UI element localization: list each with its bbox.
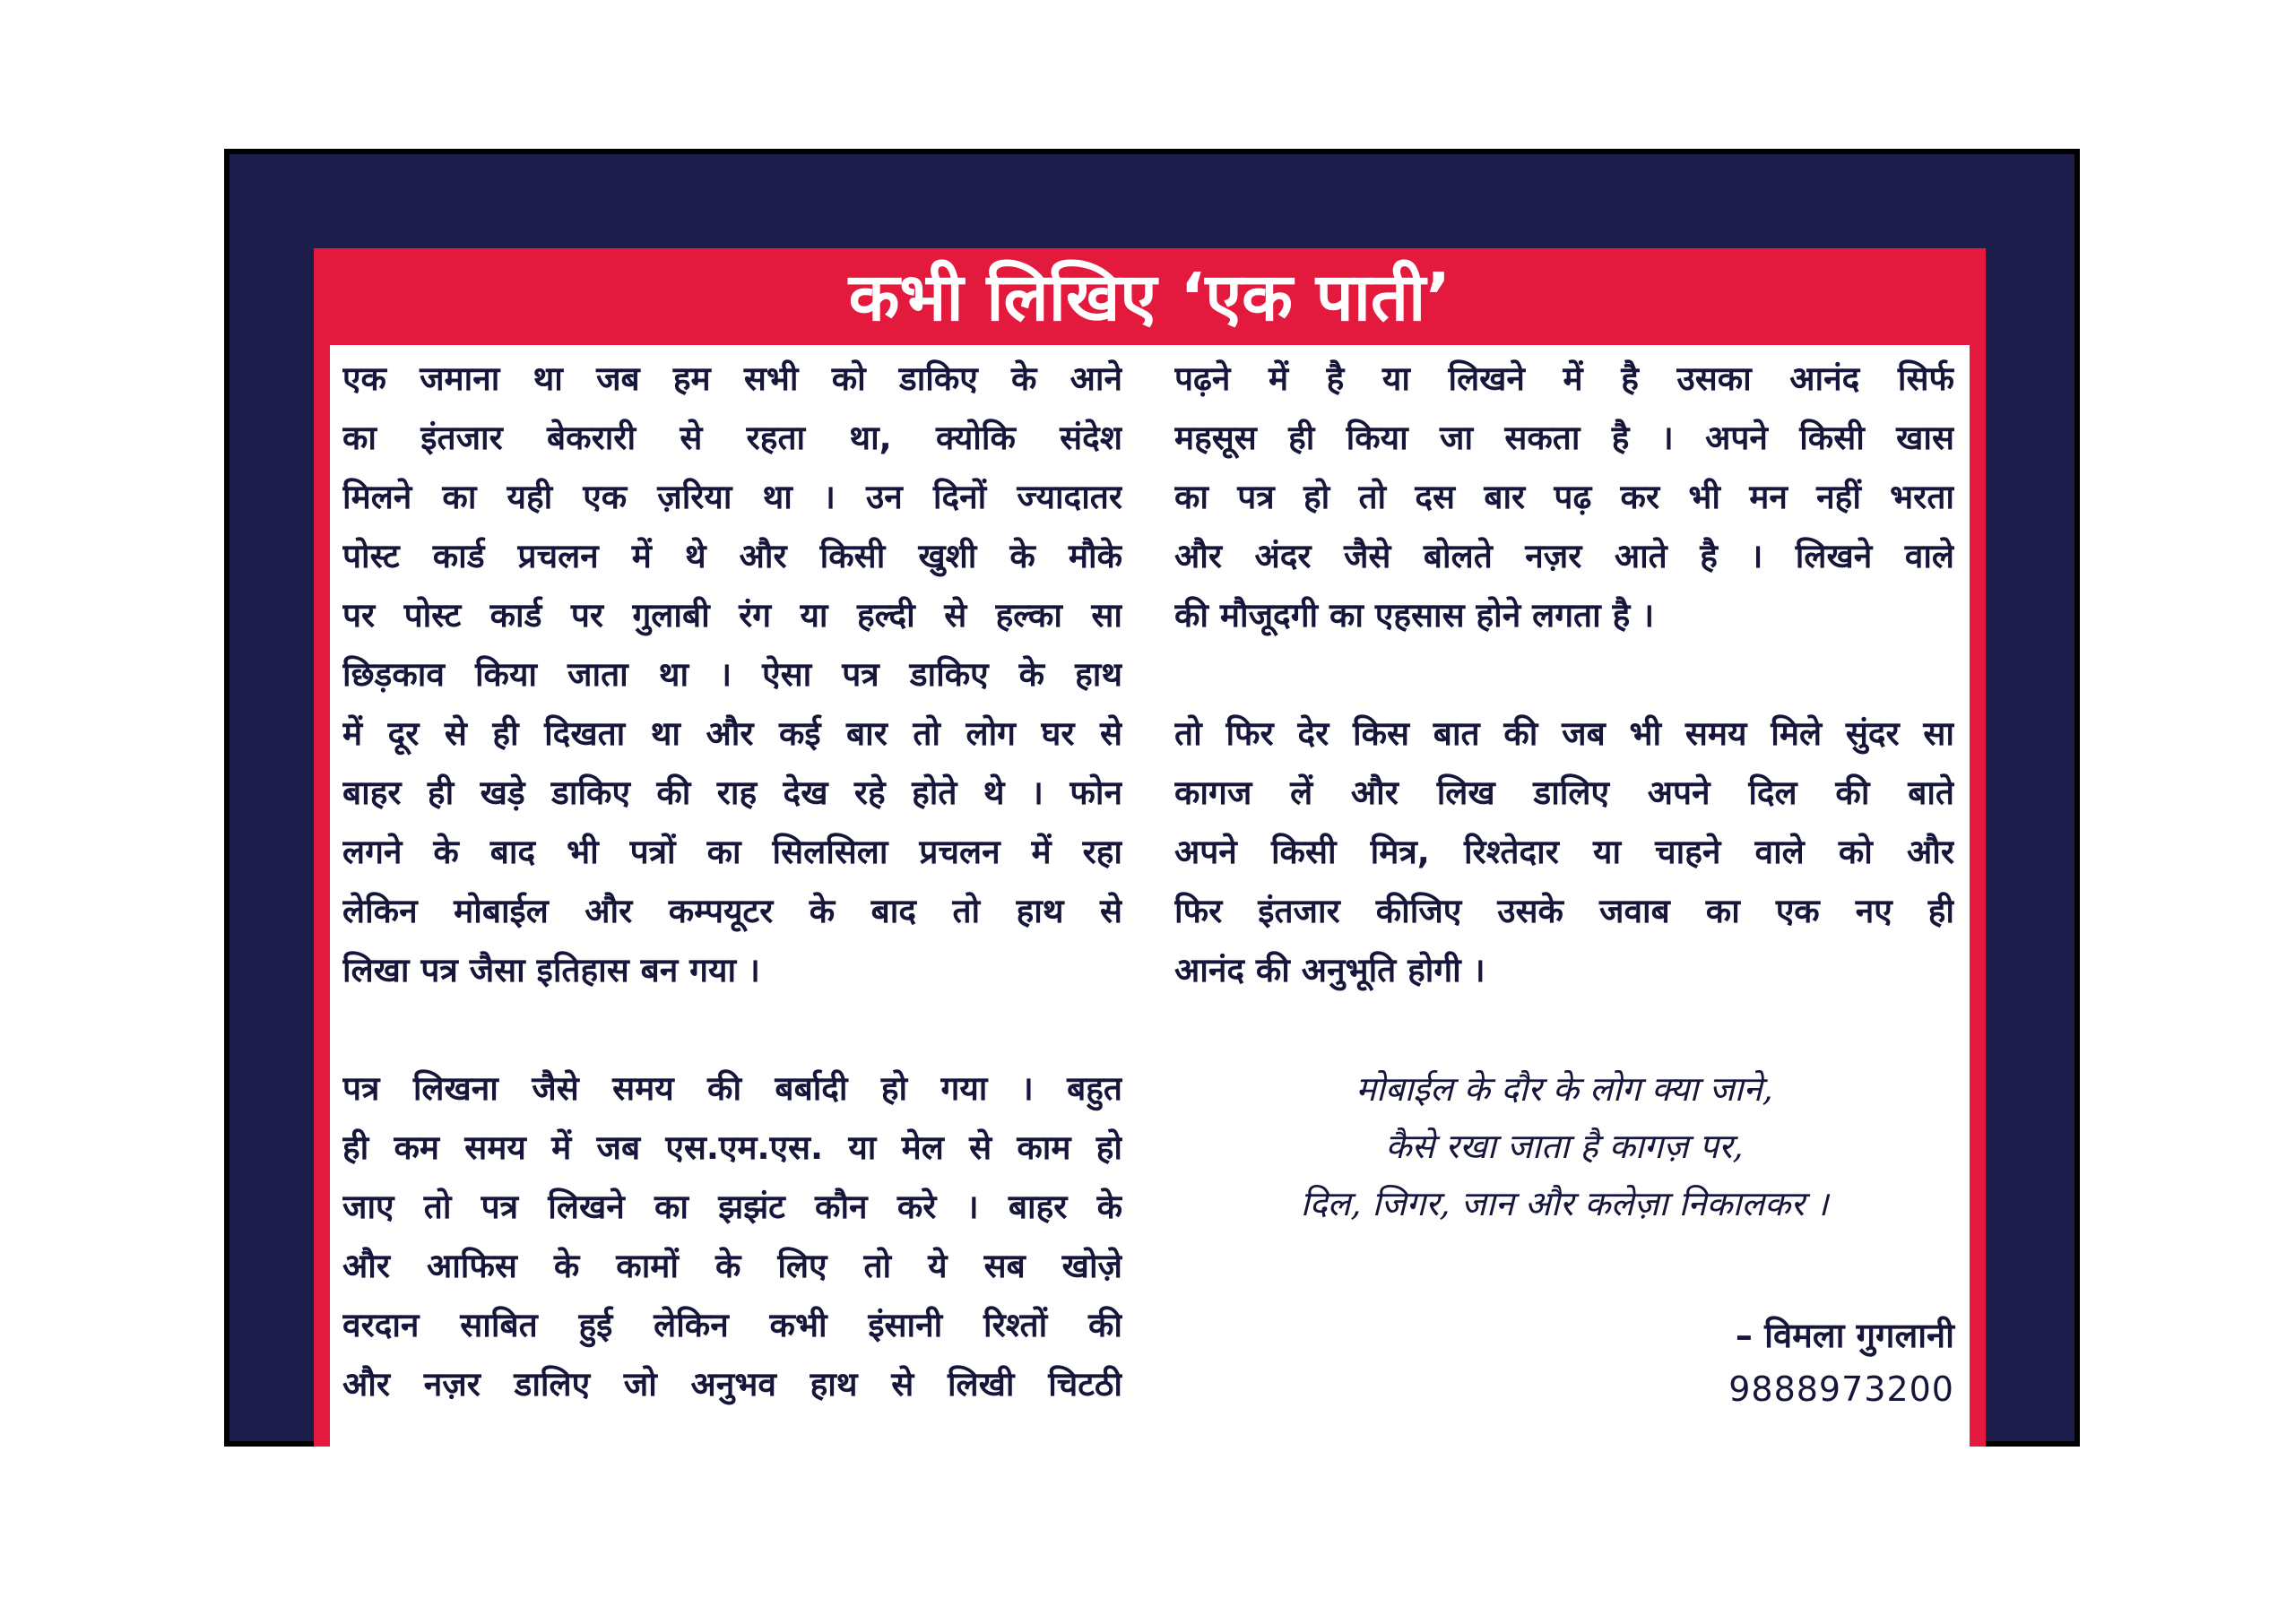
text-line: और अंदर जैसे बोलते नज़र आते है । लिखने वाले	[1174, 537, 1954, 575]
text-line: एक जमाना था जब हम सभी को डाकिए के आने	[342, 359, 1122, 398]
text-line: पर पोस्ट कार्ड पर गुलाबी रंग या हल्दी से हल्का सा	[342, 596, 1122, 635]
text-line: का इंतजार बेकरारी से रहता था, क्योकि संदेश	[342, 419, 1122, 457]
right-paragraph-1	[1174, 350, 1954, 645]
left-paragraph-2	[342, 1059, 1122, 1414]
paragraph-gap	[342, 1000, 1122, 1059]
text-line: अपने किसी मित्र, रिश्तेदार या चाहने वाले को और	[1174, 833, 1954, 871]
text-line: आनंद की अनुभूति होगी ।	[1174, 951, 1485, 989]
poem-line: दिल, जिगर, जान और कलेज़ा निकालकर ।	[1300, 1184, 1829, 1223]
text-line: तो फिर देर किस बात की जब भी समय मिले सुंदर सा	[1174, 714, 1954, 753]
text-line: वरदान साबित हुई लेकिन कभी इंसानी रिश्तों की	[342, 1306, 1122, 1344]
text-line: महसूस ही किया जा सकता है । अपने किसी खास	[1174, 419, 1954, 457]
text-line: और आफिस के कामों के लिए तो ये सब खोज़े	[342, 1247, 1122, 1285]
right-column	[1174, 350, 1954, 1000]
text-line: की मौजूदगी का एहसास होने लगता है ।	[1174, 596, 1655, 635]
text-line: कागज लें और लिख डालिए अपने दिल की बाते	[1174, 773, 1954, 812]
text-line: जाए तो पत्र लिखने का झझंट कौन करे । बाहर के	[342, 1188, 1122, 1226]
poem-line: कैसे रखा जाता है कागज़ पर,	[1385, 1127, 1744, 1166]
poem	[1174, 1060, 1954, 1232]
poem-line: मोबाईल के दौर के लोग क्या जाने,	[1355, 1069, 1773, 1109]
text-line: मिलने का यही एक ज़रिया था । उन दिनों ज्यादातर	[342, 478, 1122, 516]
text-line: और नज़र डालिए जो अनुभव हाथ से लिखी चिटठी	[342, 1365, 1122, 1404]
page-title: कभी लिखिए ‘एक पाती’	[848, 259, 1451, 336]
text-line: लगने के बाद भी पत्रों का सिलसिला प्रचलन में रहा	[342, 833, 1122, 871]
author-name: – विमला गुगलानी	[1735, 1316, 1954, 1355]
left-column	[342, 350, 1122, 1414]
text-line: पत्र लिखना जैसे समय की बर्बादी हो गया । बहुत	[342, 1069, 1122, 1108]
text-line: पोस्ट कार्ड प्रचलन में थे और किसी खुशी के मौके	[342, 537, 1122, 575]
text-line: छिड़काव किया जाता था । ऐसा पत्र डाकिए के हाथ	[342, 655, 1122, 694]
right-paragraph-2	[1174, 704, 1954, 1000]
text-line: लिखा पत्र जैसा इतिहास बन गया ।	[342, 951, 760, 989]
author-phone: 9888973200	[1728, 1369, 1954, 1409]
paragraph-gap	[1174, 645, 1954, 704]
text-line: बाहर ही खड़े डाकिए की राह देख रहे होते थे । फोन	[342, 773, 1122, 812]
text-line: फिर इंतजार कीजिए उसके जवाब का एक नए ही	[1174, 892, 1954, 930]
left-paragraph-1	[342, 350, 1122, 1000]
signature-block	[1174, 1307, 1954, 1414]
text-line: का पत्र हो तो दस बार पढ़ कर भी मन नहीं भरता	[1174, 478, 1954, 516]
text-line: पढ़ने में है या लिखने में है उसका आनंद सिर्फ	[1174, 359, 1954, 398]
text-line: ही कम समय में जब एस.एम.एस. या मेल से काम हो	[342, 1128, 1122, 1167]
text-line: लेकिन मोबाईल और कम्पयूटर के बाद तो हाथ से	[342, 892, 1122, 930]
text-line: में दूर से ही दिखता था और कई बार तो लोग घर से	[342, 714, 1122, 753]
